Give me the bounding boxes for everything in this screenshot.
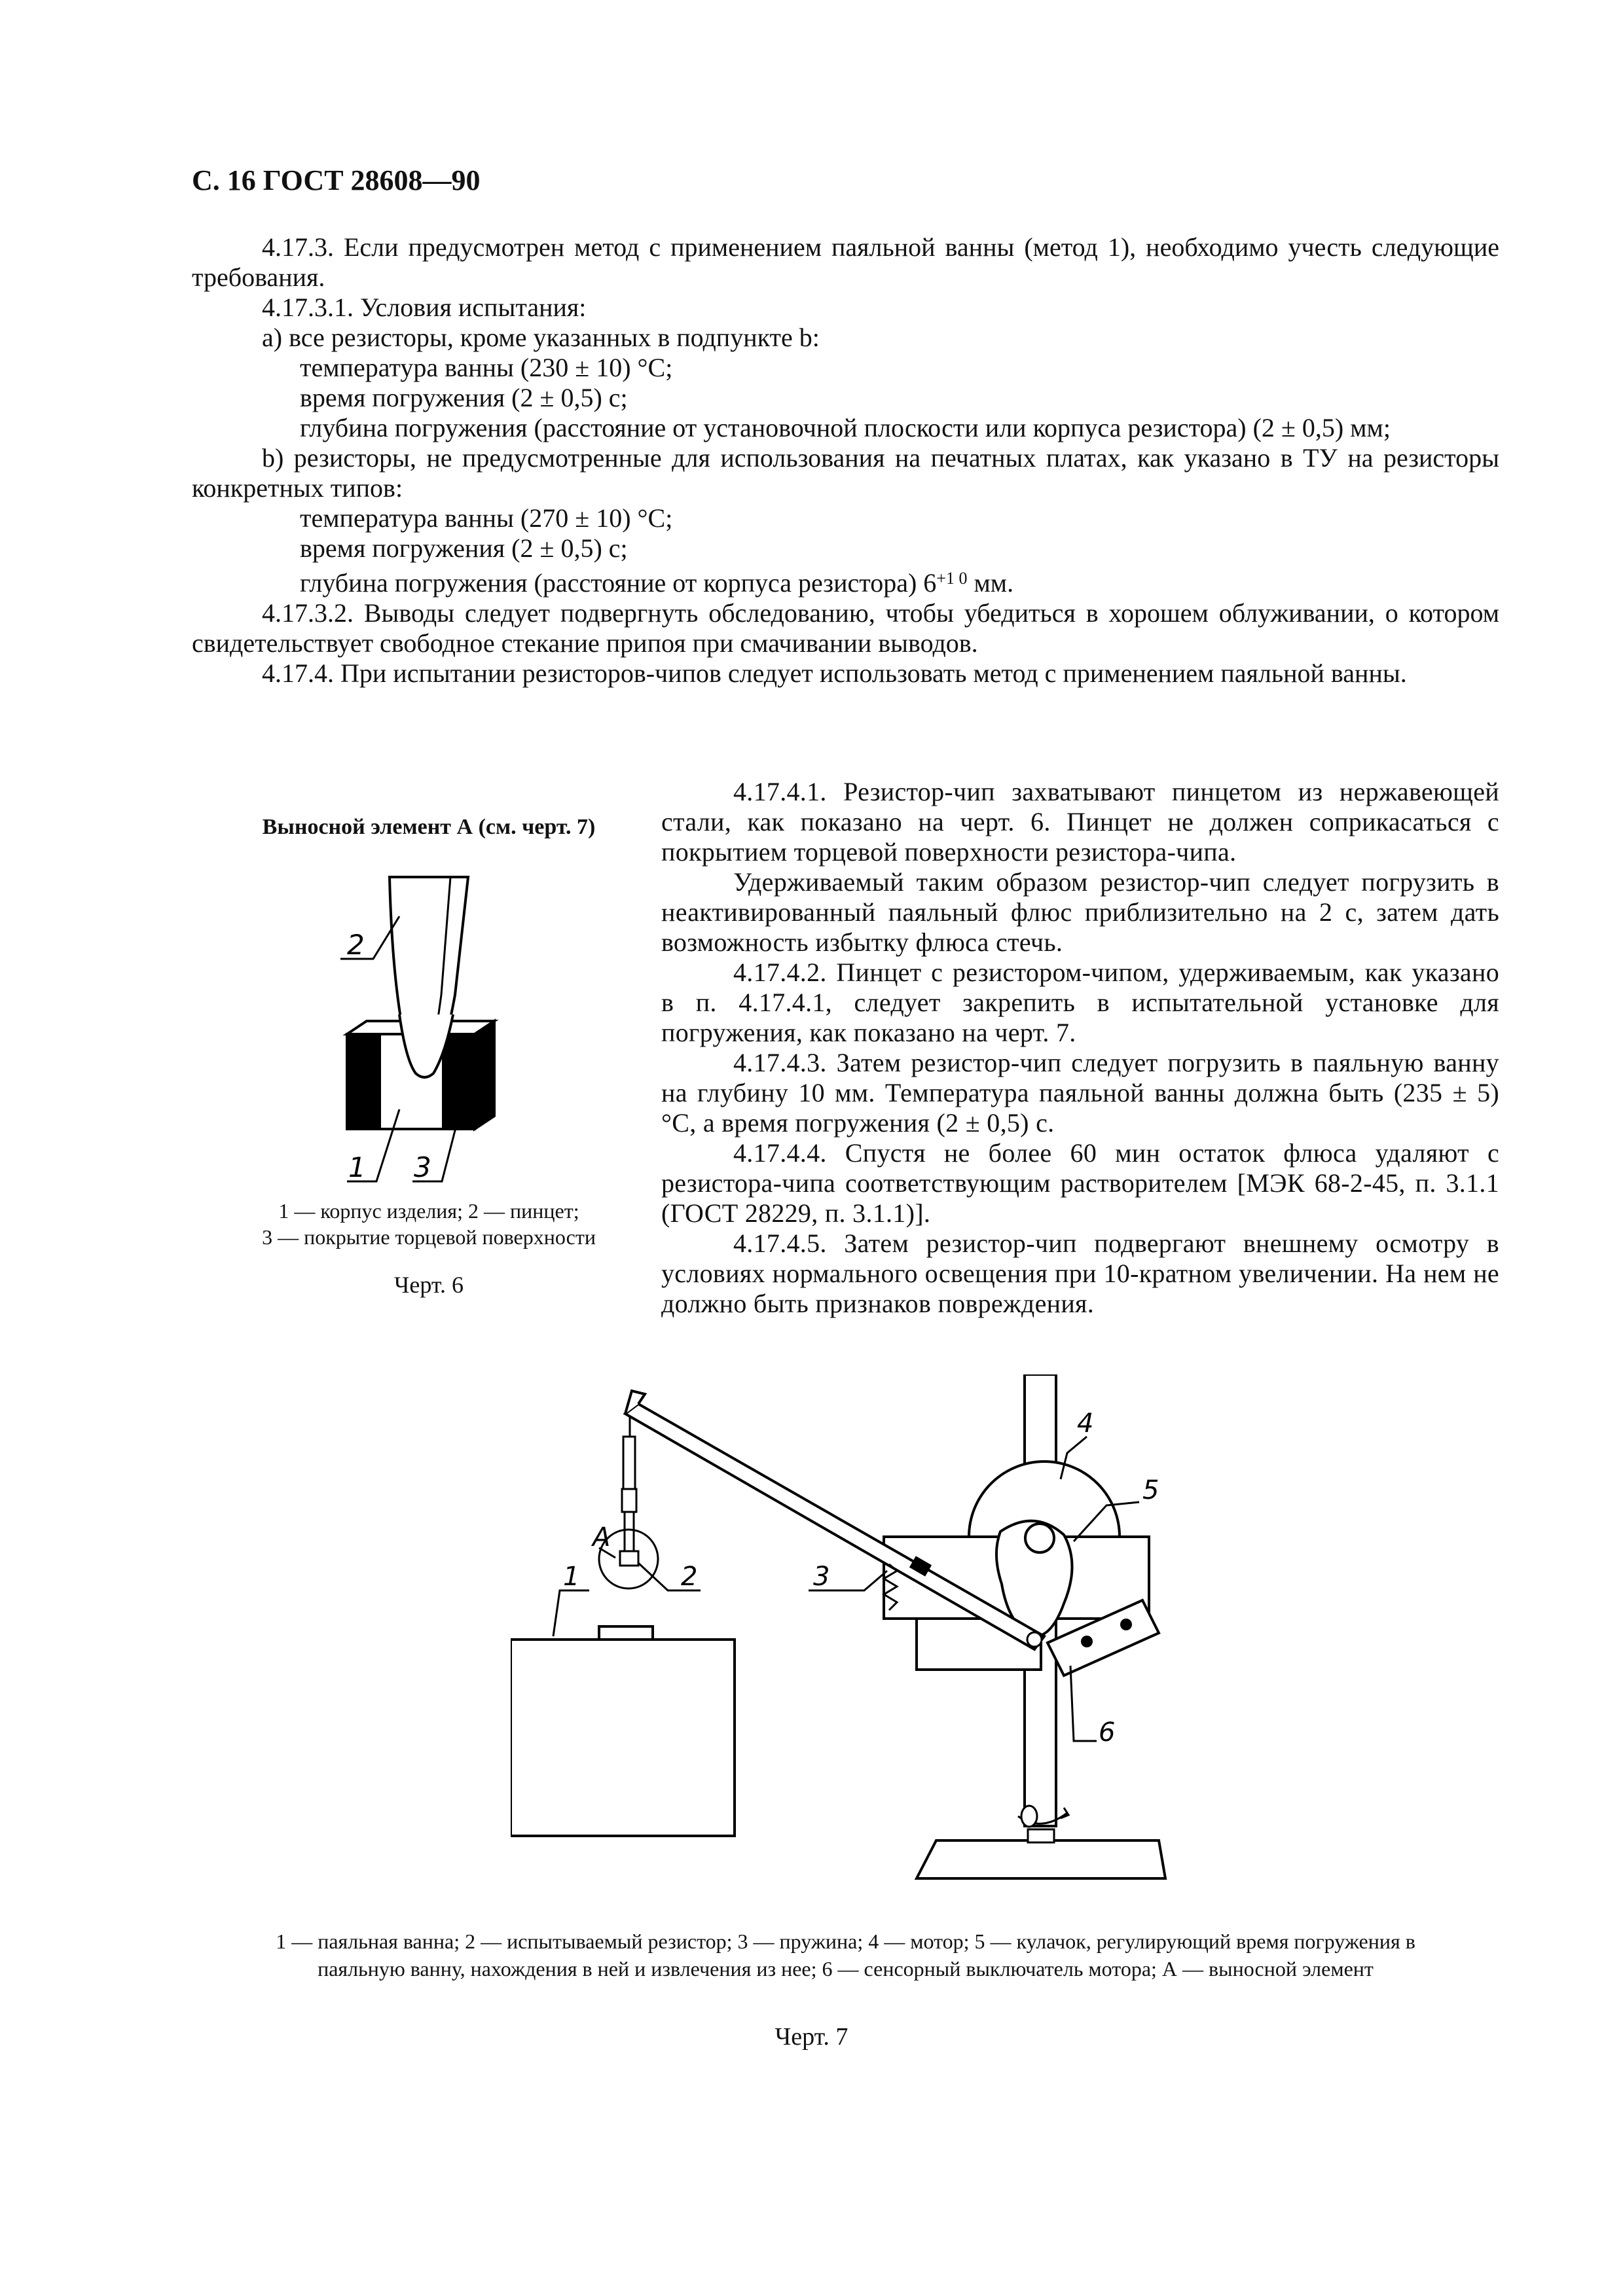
fig6-label-1: 1 [348,1151,366,1183]
fig7-base [917,1840,1165,1878]
fig6-drawing [308,851,570,1191]
fig6-legend-line1: 1 — корпус изделия; 2 — пинцет; [278,1199,579,1223]
fig7-label-2: 2 [681,1562,698,1592]
fig7-holder [623,1437,635,1489]
fig7-resistor [620,1551,638,1566]
fig7-legend-line1: 1 — паяльная ванна; 2 — испытываемый резистор; 3 — пружина; 4 — мотор; 5 — кулачок, регулирующий время погружения в [276,1929,1415,1953]
right-column [661,777,1499,1319]
item-b-depth-text: глубина погружения (расстояние от корпуса резистора) 6 [300,568,937,598]
page-header: С. 16 ГОСТ 28608—90 [192,164,481,196]
fig6-legend-line2: 3 — покрытие торцевой поверхности [262,1225,596,1249]
paragraph-4-17-3: 4.17.3. Если предусмотрен метод с применением паяльной ванны (метод 1), необходимо учесть следующие требования. [192,232,1499,292]
item-b-depth-tolerance: +1 0 [936,569,968,588]
section-4-17-3 [192,232,1499,689]
fig7-lever-pivot [1027,1632,1042,1647]
paragraph-4-17-4-5: 4.17.4.5. Затем резистор-чип подвергают внешнему осмотру в условиях нормального освещения при 10-кратном увеличении. На нем не должно быть признаков повреждения. [661,1229,1499,1318]
item-b-depth-unit: мм. [967,568,1014,598]
item-b-time: время погружения (2 ± 0,5) с; [300,533,628,563]
paragraph-4-17-4-2: 4.17.4.2. Пинцет с резистором-чипом, удерживаемым, как указано в п. 4.17.4.1, следует закрепить в испытательной установке для погружения, как показано на черт. 7. [661,958,1499,1047]
fig6-chip-side [475,1021,494,1129]
fig7-label-4: 4 [1077,1408,1094,1439]
fig7-leader-1 [553,1590,589,1636]
fig7-label-6: 6 [1099,1717,1116,1748]
item-a-time: время погружения (2 ± 0,5) с; [300,383,628,412]
fig7-solder-bath [511,1640,735,1836]
item-b-depth [192,564,1499,598]
item-a-temp: температура ванны (230 ± 10) °C; [300,353,673,382]
fig7-legend [192,1928,1499,1982]
fig7-label-5: 5 [1142,1475,1159,1505]
paragraph-4-17-4-1: 4.17.4.1. Резистор-чип захватывают пинцетом из нержавеющей стали, как показано на черт. 6. Пинцет не должен соприкасаться с покрытием торцевой поверхности резистора-чипа. [661,777,1499,867]
fig6-legend [223,1198,635,1250]
paragraph-4-17-4-4: 4.17.4.4. Спустя не более 60 мин остаток флюса удаляют с резистора-чипа соответствующим растворителем [МЭК 68-2-45, п. 3.1.1 (ГОСТ 28229, п. 3.1.1)]. [661,1138,1499,1228]
paragraph-4-17-4: 4.17.4. При испытании резисторов-чипов следует использовать метод с применением паяльной ванны. [262,658,1407,688]
fig7-caption: Черт. 7 [775,2023,848,2051]
fig7-leader-6 [1070,1666,1097,1741]
fig6-label-2: 2 [347,929,365,961]
fig7-label-3: 3 [813,1562,830,1592]
fig7-label-A: A [593,1522,611,1552]
fig6-title: Выносной элемент А (см. черт. 7) [262,815,596,839]
paragraph-4-17-3-1: 4.17.3.1. Условия испытания: [262,293,587,322]
fig7-cam-hub [1025,1524,1054,1552]
paragraph-4-17-4-3: 4.17.4.3. Затем резистор-чип следует погрузить в паяльную ванну на глубину 10 мм. Температура паяльной ванны должна быть (235 ± 5) °C, а время погружения (2 ± 0,5) с. [661,1048,1499,1138]
item-a-depth: глубина погружения (расстояние от установочной плоскости или корпуса резистора) (2 ± 0,5) мм; [300,413,1391,442]
fig6-label-3: 3 [414,1151,431,1183]
fig6-end-coating-left [347,1034,381,1129]
fig7-solder-surface [599,1626,653,1640]
fig7-label-1: 1 [563,1562,580,1592]
fig6-caption: Черт. 6 [394,1272,464,1298]
fig7-rotation-knob [1021,1806,1037,1827]
paragraph-4-17-3-2: 4.17.3.2. Выводы следует подвергнуть обследованию, чтобы убедиться в хорошем облуживании, о котором свидетельствует свободное стекание припоя при смачивании выводов. [192,598,1499,658]
fig7-nut [1028,1829,1054,1842]
fig7-legend-line2: паяльную ванну, нахождения в ней и извлечения из нее; 6 — сенсорный выключатель мотора; А — выносной элемент [318,1957,1374,1981]
paragraph-held-chip: Удерживаемый таким образом резистор-чип следует погрузить в неактивированный паяльный флюс приблизительно на 2 с, затем дать возможность избытку флюса стечь. [661,867,1499,957]
item-b-temp: температура ванны (270 ± 10) °C; [300,503,673,533]
item-b-intro: b) резисторы, не предусмотренные для использования на печатных платах, как указано в ТУ на резисторы конкретных типов: [192,443,1499,503]
fig7-drawing [511,1374,1231,1911]
item-a-intro: а) все резисторы, кроме указанных в подпункте b: [262,323,820,352]
